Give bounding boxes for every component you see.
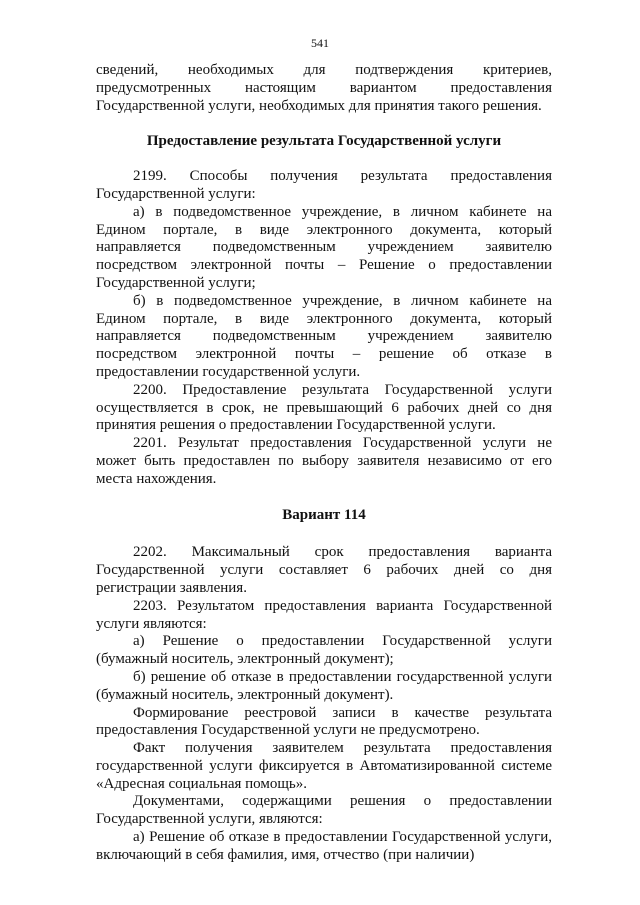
paragraph-2201: 2201. Результат предоставления Государственной услуги не может быть предоставлен по выбору заявителя независимо от его места нахождения. (96, 435, 552, 487)
section-heading-result: Предоставление результата Государственной услуги (146, 133, 502, 150)
paragraph: Факт получения заявителем результата предоставления государственной услуги фиксируется в Автоматизированной системе «Адресная социальная помощь». (96, 740, 552, 792)
list-item-b: б) в подведомственное учреждение, в личном кабинете на Едином портале, в виде электронного документа, который направляется подведомственным учреждением заявителю посредством электронной почты – решение об отказе в предоставлении государственной услуги. (96, 292, 552, 380)
section-heading-variant: Вариант 114 (282, 506, 366, 523)
list-item-b: б) решение об отказе в предоставлении государственной услуги (бумажный носитель, электронный документ). (96, 668, 552, 703)
list-item-a: а) в подведомственное учреждение, в личном кабинете на Едином портале, в виде электронного документа, который направляется подведомственным учреждением заявителю посредством электронной почты – Решение о предоставлении Государственной услуги; (96, 203, 552, 291)
paragraph: Формирование реестровой записи в качестве результата предоставления Государственной услуги не предусмотрено. (96, 704, 552, 739)
list-item-a: а) Решение об отказе в предоставлении Государственной услуги, включающий в себя фамилия, имя, отчество (при наличии) (96, 829, 552, 863)
paragraph: сведений, необходимых для подтверждения критериев, предусмотренных настоящим вариантом предоставления Государственной услуги, необходимых для принятия такого решения. (96, 62, 552, 114)
paragraph-2203: 2203. Результатом предоставления варианта Государственной услуги являются: (96, 597, 552, 632)
page-number: 541 (311, 36, 329, 50)
document-body (96, 62, 552, 865)
paragraph-2199: 2199. Способы получения результата предоставления Государственной услуги: (96, 168, 552, 202)
paragraph-2202: 2202. Максимальный срок предоставления варианта Государственной услуги составляет 6 рабочих дней со дня регистрации заявления. (96, 544, 552, 596)
list-item-a: а) Решение о предоставлении Государственной услуги (бумажный носитель, электронный документ); (96, 633, 552, 668)
paragraph: Документами, содержащими решения о предоставлении Государственной услуги, являются: (96, 793, 552, 828)
paragraph-2200: 2200. Предоставление результата Государственной услуги осуществляется в срок, не превышающий 6 рабочих дней со дня принятия решения о предоставлении Государственной услуги. (96, 381, 552, 434)
